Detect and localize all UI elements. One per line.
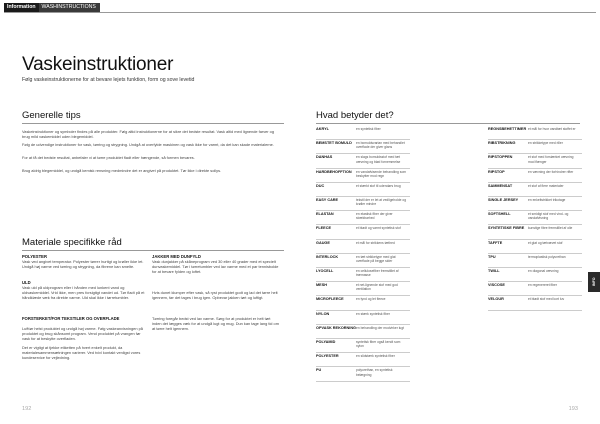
glossary-term: DANHAS [316, 155, 333, 160]
glossary-row [488, 212, 580, 220]
glossary-row [488, 283, 580, 287]
glossary-row [316, 269, 408, 277]
material-text: Hvis dunet klumper efter vask, så ryst produktet godt og lad det tørre helt igennem, før det tages i brug igen. Opbevar jakken tørt og luftigt. [152, 290, 278, 301]
material-text: Lufttør helst produktet og undgå høj varme. Følg vaskeanvisningen på produktet og brug skånsomt program. Vend produktet på vrangen før vask for at beskytte overfladen. [22, 326, 143, 342]
glossary-term: FLEECE [316, 226, 331, 231]
glossary-term: AKRYL [316, 127, 329, 131]
right-page [300, 0, 600, 424]
glossary-description: en elastisk fiber der giver strækbarhed [356, 212, 393, 221]
glossary-description: et stof med forstærket vævning mod flænger [528, 155, 574, 164]
glossary-description: et mål for strikkens tæthed [356, 240, 395, 245]
glossary-row [488, 184, 580, 188]
material-head: JAKKER MED DUNFYLD [152, 254, 201, 259]
glossary-term: RIPSTOP [488, 169, 505, 174]
material-text: Vask ved angivet temperatur. Polyester tørrer hurtigt og krøller ikke let. Undgå høj varme ved tørring og strygning, da fibrene kan smelte. [22, 259, 144, 270]
glossary-row [316, 368, 408, 376]
glossary-term: POLYESTER [316, 354, 339, 359]
glossary-term: HARDBEHOFFTION [316, 169, 352, 174]
header-tag: Information [4, 3, 39, 12]
general-tips-divider [22, 123, 284, 124]
glossary-row [488, 226, 580, 230]
glossary-row [316, 226, 408, 230]
glossary-row [316, 241, 408, 245]
glossary-description: en behandling der modvirker lugt [356, 325, 405, 330]
glossary-term: DUC [316, 183, 325, 188]
glossary-row [488, 127, 580, 131]
glossary-description: polyurethan, en syntetisk belægning [356, 368, 393, 377]
glossary-description: et stof af flere materialer [528, 183, 564, 188]
glossary-row [316, 297, 408, 301]
glossary-row [488, 141, 580, 145]
glossary-description: en regenereret fiber [528, 283, 557, 288]
glossary-term: EASY CARE [316, 198, 339, 202]
glossary-row [488, 155, 580, 163]
glossary-term: LYOCELL [316, 269, 334, 273]
material-text: Vask uld på uldprogram eller i hånden med lunkent vand og uldvaskemiddel. Vrid ikke, men pres forsigtigt vandet ud. Tør fladt på et håndklæde væk fra direkte varme. Uld skal ikke i tørretumbler. [22, 285, 145, 301]
glossary-row [316, 255, 408, 263]
general-tips-heading: Generelle tips [22, 110, 81, 121]
glossary-row [488, 255, 580, 259]
glossary-description: et smidigt stof med vind- og vandafvisning [528, 212, 569, 221]
glossary-description: tekstil der er let at vedligeholde og krøller mindre [356, 198, 407, 207]
glossary-description: en diagonal vævning [528, 269, 559, 273]
glossary-term: VISCOSE [488, 283, 505, 288]
material-head: POLYESTER [22, 254, 47, 259]
glossary-row [316, 184, 408, 188]
glossary-term: SOFTSHELL [488, 212, 511, 217]
general-tip-4: Brug aldrig blegemiddel, og undgå kemisk rensning medmindre det er angivet på produktet. Tør ikke i direkte sollys. [22, 168, 222, 173]
glossary-row [316, 170, 408, 178]
general-tip-3: For at få det bedste resultat, anbefaler vi at tørre produktet fladt eller hængende, så formen bevares. [22, 155, 195, 160]
page-subtitle: Følg vaskeinstruktionerne for at bevare lejets funktion, form og sove levetid [22, 77, 195, 83]
glossary-term: RIPSTOPPEN [488, 155, 513, 160]
glossary-term: RIBSTRIKNING [488, 141, 516, 146]
header-title: WASHINSTRUCTIONS [39, 3, 100, 12]
glossary-description: et glat og tætvævet stof [528, 240, 563, 245]
glossary-row [488, 269, 580, 273]
glossary-description: et blødt stof med kort luv [528, 297, 565, 302]
glossary-term: GAUGE [316, 240, 330, 245]
glossary-row [316, 354, 408, 358]
glossary-term: BEMSTET BOMULD [316, 141, 352, 146]
glossary-term: SAMMENSAT [488, 183, 513, 188]
materials-divider [22, 250, 284, 251]
glossary-description: en tæt strikketype med glat overflade på begge sider [356, 254, 396, 263]
page-number: 192 [22, 406, 32, 412]
glossary-term: PU [316, 368, 322, 373]
glossary-term: TWILL [488, 269, 500, 273]
materials-heading: Materiale specifikke råd [22, 237, 122, 248]
material-head: FORSTERKET/FOR TEKSTILER OG OVERFLADE [22, 316, 120, 321]
glossary-description: et net-lignende stof med god ventilation [356, 283, 398, 292]
material-head: ULD [22, 280, 31, 285]
glossary-description: en stærk syntetisk fiber [356, 311, 390, 316]
page-number: 193 [568, 406, 578, 412]
glossary-term: REGNSBEHETTIMER [488, 127, 527, 131]
general-tip-1: Vaskeinstruktioner og symboler findes på alle produkter. Følg altid instruktionerne for at sikre det bedste resultat. Vask altid med lignende farver og brug mild vaskemiddel uden blegemiddel. [22, 129, 275, 140]
glossary-description: et blødt og varmt syntetisk stof [356, 226, 401, 231]
glossary-row [316, 340, 408, 348]
glossary-heading: Hvad betyder det? [316, 110, 394, 121]
glossary-description: en cellulosefiber fremstillet af træmasse [356, 269, 399, 278]
material-text: Det er vigtigt at tjekke etiketten på hvert enkelt produkt, da materialesammensætningen varierer. Ved tvivl kontakt venligst vores kundeservice for vejledning. [22, 345, 141, 361]
glossary-term: NYLON [316, 311, 330, 316]
glossary-row [316, 212, 408, 220]
glossary-term: MICROFLEECE [316, 297, 344, 302]
glossary-term: MESH [316, 283, 327, 288]
glossary-row [488, 170, 580, 174]
glossary-description: en strikketype med riller [528, 141, 563, 146]
glossary-row [316, 141, 408, 149]
glossary-term: POLYAMID [316, 340, 336, 344]
glossary-description: en slags bomuldsstof med tæt vævning og blød fornemmelse [356, 155, 401, 164]
glossary-term: OPVASK REKORNING [316, 325, 357, 330]
material-text: Tørring foregår bedst ved lav varme. Sørg for at produktet er helt tørt inden det lægges væk for at undgå lugt og mug. Dun kan tage lang tid om at tørre helt igennem. [152, 316, 279, 332]
glossary-description: en vandafvisende behandling som beskytter mod regn [356, 169, 407, 178]
glossary-divider [316, 123, 580, 124]
material-text: Vask dunjakker på skåneprogram ved 30 eller 40 grader med et specielt dunvaskemiddel. Tør i tørretumbler ved lav varme med et par tennisbolde for at bevare fylden og loftet. [152, 259, 279, 275]
glossary-description: termoplastisk polyurethan [528, 254, 566, 259]
glossary-description: et stærkt stof til udendørs brug [356, 183, 401, 188]
glossary-description: kunstige fibre fremstillet af olie [528, 226, 573, 231]
glossary-row [488, 241, 580, 245]
glossary-description: et mål for hvor vandtæt stoffet er [528, 127, 576, 131]
glossary-description: en vævning der forhindrer rifter [528, 169, 574, 174]
side-tab: INFO [588, 272, 600, 292]
glossary-description: en tynd og let fleece [356, 297, 386, 302]
glossary-row [316, 155, 408, 163]
general-tip-2: Følg de udvendige instruktioner for vask, tørring og strygning. Undgå at overfylde maskinen og vask ikke for varmt, da det kan skade materialerne. [22, 142, 274, 147]
glossary-row [316, 283, 408, 291]
glossary-description: en bomuldsvarian med behandlet overflade der giver glans [356, 141, 405, 150]
glossary-term: SINGLE JERSEY [488, 198, 519, 202]
glossary-description: en slidstærk syntetisk fiber [356, 354, 395, 359]
glossary-description: en enkeltstrikket trikotage [528, 198, 566, 202]
glossary-description: en syntetisk fiber [356, 127, 381, 131]
glossary-term: VELOUR [488, 297, 504, 302]
glossary-term: INTERLOCK [316, 254, 339, 259]
glossary-row [316, 326, 408, 330]
glossary-row [488, 198, 580, 202]
glossary-row [316, 198, 408, 206]
glossary-description: syntetisk fiber også kendt som nylon [356, 340, 401, 349]
glossary-term: ELASTAN [316, 212, 334, 217]
glossary-term: SYNTETISKE FIBRE [488, 226, 525, 231]
glossary-term: TPU [488, 254, 496, 259]
glossary-term: TAFFTE [488, 240, 503, 245]
glossary-row [316, 127, 408, 131]
glossary-row [488, 297, 580, 301]
glossary-row [316, 312, 408, 316]
page-title: Vaskeinstruktioner [22, 54, 174, 75]
